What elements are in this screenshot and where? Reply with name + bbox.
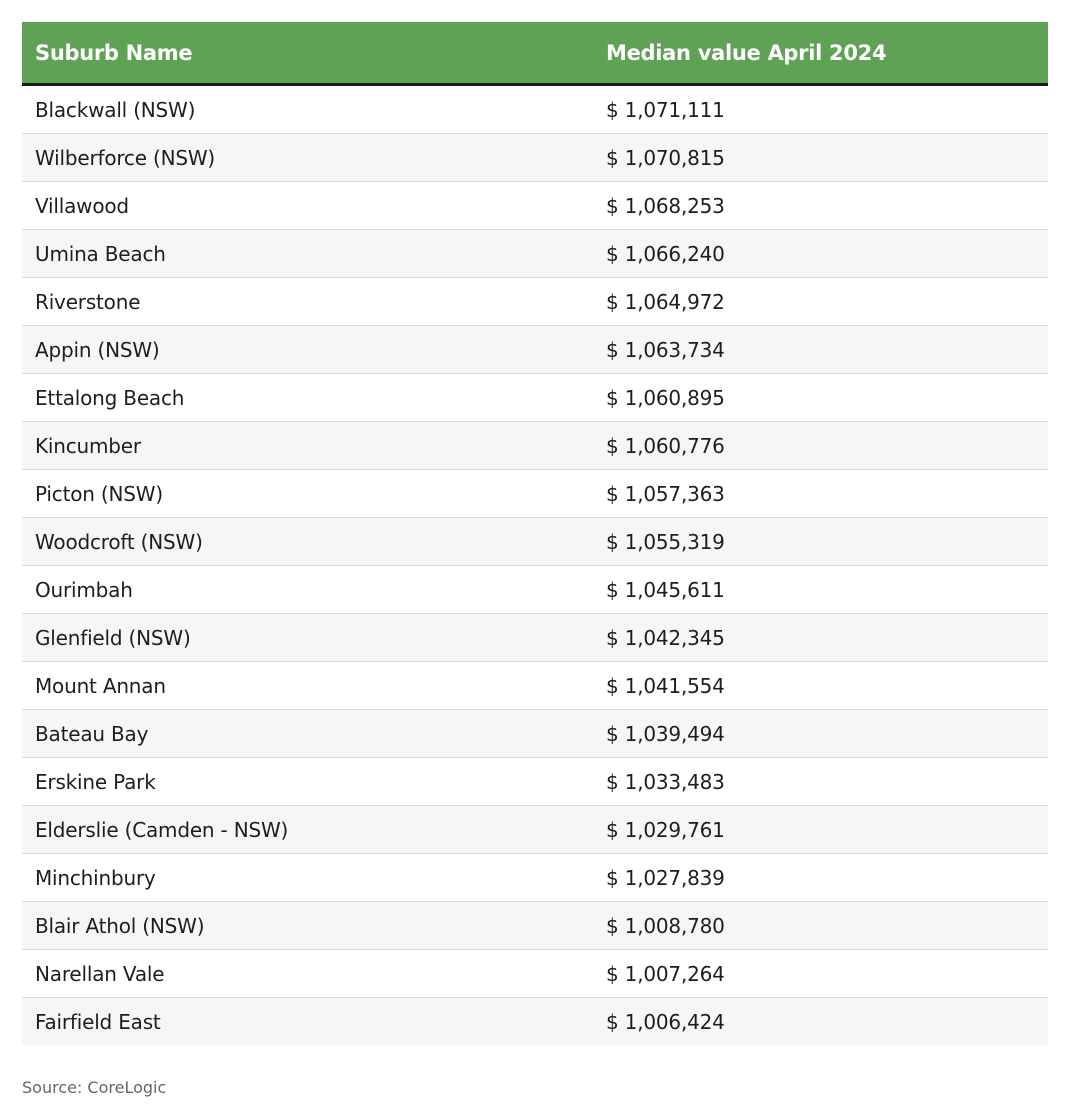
median-value-cell: $ 1,006,424 bbox=[592, 998, 1048, 1046]
median-value-cell: $ 1,070,815 bbox=[592, 134, 1048, 182]
table-row bbox=[22, 518, 1048, 566]
table-row bbox=[22, 326, 1048, 374]
suburb-name-cell: Kincumber bbox=[22, 422, 592, 470]
median-value-cell: $ 1,027,839 bbox=[592, 854, 1048, 902]
table-row bbox=[22, 374, 1048, 422]
suburb-name-cell: Ettalong Beach bbox=[22, 374, 592, 422]
data-table bbox=[22, 22, 1048, 1045]
table-row bbox=[22, 566, 1048, 614]
suburb-name-cell: Riverstone bbox=[22, 278, 592, 326]
table-row bbox=[22, 85, 1048, 134]
median-value-cell: $ 1,042,345 bbox=[592, 614, 1048, 662]
column-header-suburb-name: Suburb Name bbox=[22, 22, 592, 85]
table-row bbox=[22, 278, 1048, 326]
table-row bbox=[22, 854, 1048, 902]
table-row bbox=[22, 950, 1048, 998]
suburb-name-cell: Bateau Bay bbox=[22, 710, 592, 758]
column-header-median-value: Median value April 2024 bbox=[592, 22, 1048, 85]
median-value-cell: $ 1,060,895 bbox=[592, 374, 1048, 422]
median-value-cell: $ 1,068,253 bbox=[592, 182, 1048, 230]
median-value-cell: $ 1,008,780 bbox=[592, 902, 1048, 950]
suburb-name-cell: Erskine Park bbox=[22, 758, 592, 806]
table-row bbox=[22, 902, 1048, 950]
median-value-cell: $ 1,007,264 bbox=[592, 950, 1048, 998]
median-value-cell: $ 1,063,734 bbox=[592, 326, 1048, 374]
median-value-cell: $ 1,064,972 bbox=[592, 278, 1048, 326]
table-body bbox=[22, 85, 1048, 1046]
median-value-cell: $ 1,066,240 bbox=[592, 230, 1048, 278]
suburb-name-cell: Umina Beach bbox=[22, 230, 592, 278]
suburb-name-cell: Elderslie (Camden - NSW) bbox=[22, 806, 592, 854]
table-row bbox=[22, 422, 1048, 470]
table-row bbox=[22, 806, 1048, 854]
suburb-name-cell: Narellan Vale bbox=[22, 950, 592, 998]
median-value-cell: $ 1,071,111 bbox=[592, 85, 1048, 134]
header-row bbox=[22, 22, 1048, 85]
suburb-name-cell: Blair Athol (NSW) bbox=[22, 902, 592, 950]
table-row bbox=[22, 998, 1048, 1046]
table-row bbox=[22, 758, 1048, 806]
suburb-name-cell: Wilberforce (NSW) bbox=[22, 134, 592, 182]
table-row bbox=[22, 710, 1048, 758]
suburb-name-cell: Glenfield (NSW) bbox=[22, 614, 592, 662]
suburb-name-cell: Picton (NSW) bbox=[22, 470, 592, 518]
table-row bbox=[22, 230, 1048, 278]
suburb-name-cell: Woodcroft (NSW) bbox=[22, 518, 592, 566]
suburb-name-cell: Fairfield East bbox=[22, 998, 592, 1046]
table-row bbox=[22, 182, 1048, 230]
suburb-name-cell: Appin (NSW) bbox=[22, 326, 592, 374]
table-row bbox=[22, 662, 1048, 710]
median-value-cell: $ 1,039,494 bbox=[592, 710, 1048, 758]
suburb-name-cell: Villawood bbox=[22, 182, 592, 230]
median-value-table bbox=[22, 22, 1048, 1045]
median-value-cell: $ 1,060,776 bbox=[592, 422, 1048, 470]
median-value-cell: $ 1,033,483 bbox=[592, 758, 1048, 806]
suburb-name-cell: Blackwall (NSW) bbox=[22, 85, 592, 134]
median-value-cell: $ 1,041,554 bbox=[592, 662, 1048, 710]
median-value-cell: $ 1,055,319 bbox=[592, 518, 1048, 566]
suburb-name-cell: Mount Annan bbox=[22, 662, 592, 710]
table-row bbox=[22, 470, 1048, 518]
table-header bbox=[22, 22, 1048, 85]
suburb-name-cell: Minchinbury bbox=[22, 854, 592, 902]
suburb-name-cell: Ourimbah bbox=[22, 566, 592, 614]
median-value-cell: $ 1,045,611 bbox=[592, 566, 1048, 614]
table-row bbox=[22, 134, 1048, 182]
median-value-cell: $ 1,029,761 bbox=[592, 806, 1048, 854]
median-value-cell: $ 1,057,363 bbox=[592, 470, 1048, 518]
source-note: Source: CoreLogic bbox=[22, 1078, 167, 1097]
table-row bbox=[22, 614, 1048, 662]
